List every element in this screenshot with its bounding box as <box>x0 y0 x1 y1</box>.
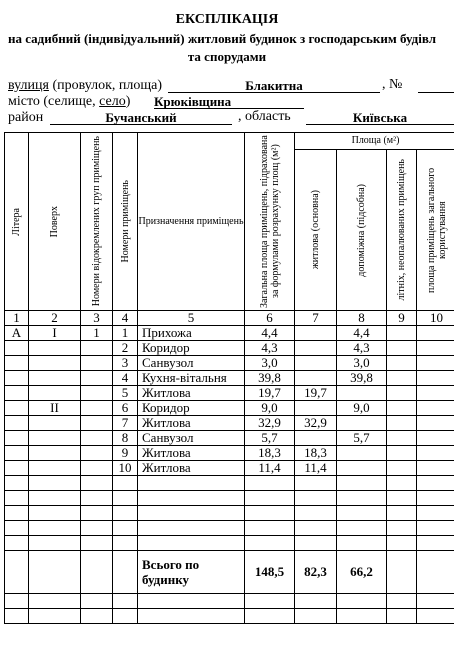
cell-lit <box>5 401 29 416</box>
cell-group <box>81 386 113 401</box>
header-room-numbers: Номери приміщень <box>113 133 138 311</box>
cell-empty <box>417 416 454 431</box>
col-number: 3 <box>81 311 113 326</box>
header-summer-area: літніх, неопалюваних приміщень <box>387 150 417 311</box>
cell-lit <box>5 446 29 461</box>
table-row <box>5 356 454 371</box>
table-row <box>5 371 454 386</box>
cell-living: 11,4 <box>295 461 337 476</box>
cell-total: 3,0 <box>245 356 295 371</box>
cell-floor <box>29 341 81 356</box>
header-total-area: Загальна площа приміщень, підрахована за формулами розрахунку площ (м²) <box>245 133 295 311</box>
cell-empty <box>417 341 454 356</box>
cell-lit <box>5 341 29 356</box>
column-numbers-row <box>5 311 454 326</box>
cell-group <box>81 431 113 446</box>
empty-row <box>5 491 454 506</box>
cell-empty <box>387 341 417 356</box>
document-title: ЕКСПЛІКАЦІЯ <box>175 12 279 27</box>
empty-row <box>5 506 454 521</box>
cell-living <box>295 371 337 386</box>
cell-num: 8 <box>113 431 138 446</box>
cell-lit <box>5 431 29 446</box>
cell-floor <box>29 461 81 476</box>
cell-total: 4,4 <box>245 326 295 341</box>
cell-num: 5 <box>113 386 138 401</box>
cell-name: Прихожа <box>138 326 245 341</box>
cell-name: Коридор <box>138 401 245 416</box>
col-number: 4 <box>113 311 138 326</box>
cell-empty <box>387 356 417 371</box>
cell-aux <box>337 416 387 431</box>
total-aux-value: 66,2 <box>337 551 387 594</box>
cell-name: Житлова <box>138 446 245 461</box>
cell-group <box>81 446 113 461</box>
header-group-numbers: Номери відокремлених груп приміщень <box>81 133 113 311</box>
cell-group <box>81 401 113 416</box>
number-label: , № <box>382 77 403 92</box>
cell-floor: II <box>29 401 81 416</box>
col-number: 8 <box>337 311 387 326</box>
table-row <box>5 401 454 416</box>
cell-num: 4 <box>113 371 138 386</box>
col-number: 9 <box>387 311 417 326</box>
col-number: 1 <box>5 311 29 326</box>
cell-aux: 5,7 <box>337 431 387 446</box>
cell-empty <box>417 431 454 446</box>
cell-name: Житлова <box>138 416 245 431</box>
cell-empty <box>387 386 417 401</box>
cell-group <box>81 356 113 371</box>
cell-aux: 3,0 <box>337 356 387 371</box>
cell-empty <box>417 461 454 476</box>
cell-empty <box>417 326 454 341</box>
cell-empty <box>387 371 417 386</box>
cell-aux: 39,8 <box>337 371 387 386</box>
district-label: район <box>8 110 44 125</box>
cell-floor <box>29 446 81 461</box>
cell-lit <box>5 371 29 386</box>
cell-total: 18,3 <box>245 446 295 461</box>
header-aux-area: допоміжна (підсобна) <box>337 150 387 311</box>
cell-aux <box>337 461 387 476</box>
cell-name: Санвузол <box>138 356 245 371</box>
cell-num: 2 <box>113 341 138 356</box>
cell-num: 1 <box>113 326 138 341</box>
table-row <box>5 461 454 476</box>
cell-floor <box>29 386 81 401</box>
total-living-value: 82,3 <box>295 551 337 594</box>
table-row <box>5 431 454 446</box>
total-area-value: 148,5 <box>245 551 295 594</box>
street-label: вулиця (провулок, площа) <box>8 78 163 93</box>
cell-living: 18,3 <box>295 446 337 461</box>
cell-empty <box>387 416 417 431</box>
cell-floor <box>29 416 81 431</box>
table-row <box>5 341 454 356</box>
cell-total: 4,3 <box>245 341 295 356</box>
empty-row <box>5 609 454 624</box>
table-row <box>5 386 454 401</box>
cell-empty <box>387 401 417 416</box>
cell-num: 3 <box>113 356 138 371</box>
header-litera: Літера <box>5 133 29 311</box>
col-number: 5 <box>138 311 245 326</box>
header-floor: Поверх <box>29 133 81 311</box>
cell-group <box>81 416 113 431</box>
empty-row <box>5 536 454 551</box>
cell-empty <box>387 431 417 446</box>
cell-floor <box>29 371 81 386</box>
cell-empty <box>387 326 417 341</box>
cell-aux: 9,0 <box>337 401 387 416</box>
cell-num: 6 <box>113 401 138 416</box>
cell-living <box>295 401 337 416</box>
cell-empty <box>417 446 454 461</box>
header-common-area: площа приміщень загального користування <box>417 150 454 311</box>
cell-lit: А <box>5 326 29 341</box>
cell-name: Житлова <box>138 386 245 401</box>
cell-name: Кухня-вітальня <box>138 371 245 386</box>
cell-total: 39,8 <box>245 371 295 386</box>
cell-name: Санвузол <box>138 431 245 446</box>
cell-num: 10 <box>113 461 138 476</box>
total-label: Всього по будинку <box>138 551 245 594</box>
cell-lit <box>5 461 29 476</box>
empty-row <box>5 521 454 536</box>
col-number: 7 <box>295 311 337 326</box>
cell-group: 1 <box>81 326 113 341</box>
col-number: 6 <box>245 311 295 326</box>
city-label: місто (селище, село) <box>8 94 131 109</box>
total-row <box>5 551 454 594</box>
explication-table <box>4 132 454 624</box>
cell-total: 5,7 <box>245 431 295 446</box>
document-subtitle: на садибний (індивідуальний) житловий будинок з господарським будівл <box>8 31 436 46</box>
cell-name: Житлова <box>138 461 245 476</box>
cell-empty <box>417 386 454 401</box>
col-number: 10 <box>417 311 454 326</box>
street-value: Блакитна <box>168 78 380 93</box>
cell-floor: I <box>29 326 81 341</box>
cell-lit <box>5 356 29 371</box>
empty-row <box>5 476 454 491</box>
table-row <box>5 446 454 461</box>
cell-living <box>295 326 337 341</box>
cell-aux <box>337 386 387 401</box>
region-value: Київська <box>306 110 454 125</box>
city-value: Крюківщина <box>154 94 304 109</box>
cell-empty <box>387 446 417 461</box>
number-value <box>418 78 454 93</box>
cell-living <box>295 341 337 356</box>
table-row <box>5 416 454 431</box>
header-purpose: Призначення приміщень <box>138 133 245 311</box>
table-row <box>5 326 454 341</box>
header-area: Площа (м²) <box>295 133 454 150</box>
cell-empty <box>417 371 454 386</box>
district-value: Бучанський <box>50 110 232 125</box>
cell-aux: 4,4 <box>337 326 387 341</box>
region-label: , область <box>238 109 291 124</box>
cell-group <box>81 341 113 356</box>
cell-living <box>295 356 337 371</box>
cell-num: 7 <box>113 416 138 431</box>
cell-name: Коридор <box>138 341 245 356</box>
cell-living: 19,7 <box>295 386 337 401</box>
cell-lit <box>5 416 29 431</box>
cell-total: 19,7 <box>245 386 295 401</box>
cell-floor <box>29 356 81 371</box>
cell-group <box>81 461 113 476</box>
cell-num: 9 <box>113 446 138 461</box>
cell-empty <box>417 356 454 371</box>
cell-total: 32,9 <box>245 416 295 431</box>
empty-row <box>5 594 454 609</box>
cell-living <box>295 431 337 446</box>
cell-aux <box>337 446 387 461</box>
cell-empty <box>417 401 454 416</box>
document-subtitle-2: та спорудами <box>187 49 267 64</box>
cell-lit <box>5 386 29 401</box>
cell-total: 9,0 <box>245 401 295 416</box>
header-living-area: житлова (основна) <box>295 150 337 311</box>
cell-floor <box>29 431 81 446</box>
cell-group <box>81 371 113 386</box>
cell-total: 11,4 <box>245 461 295 476</box>
cell-empty <box>387 461 417 476</box>
col-number: 2 <box>29 311 81 326</box>
cell-living: 32,9 <box>295 416 337 431</box>
cell-aux: 4,3 <box>337 341 387 356</box>
